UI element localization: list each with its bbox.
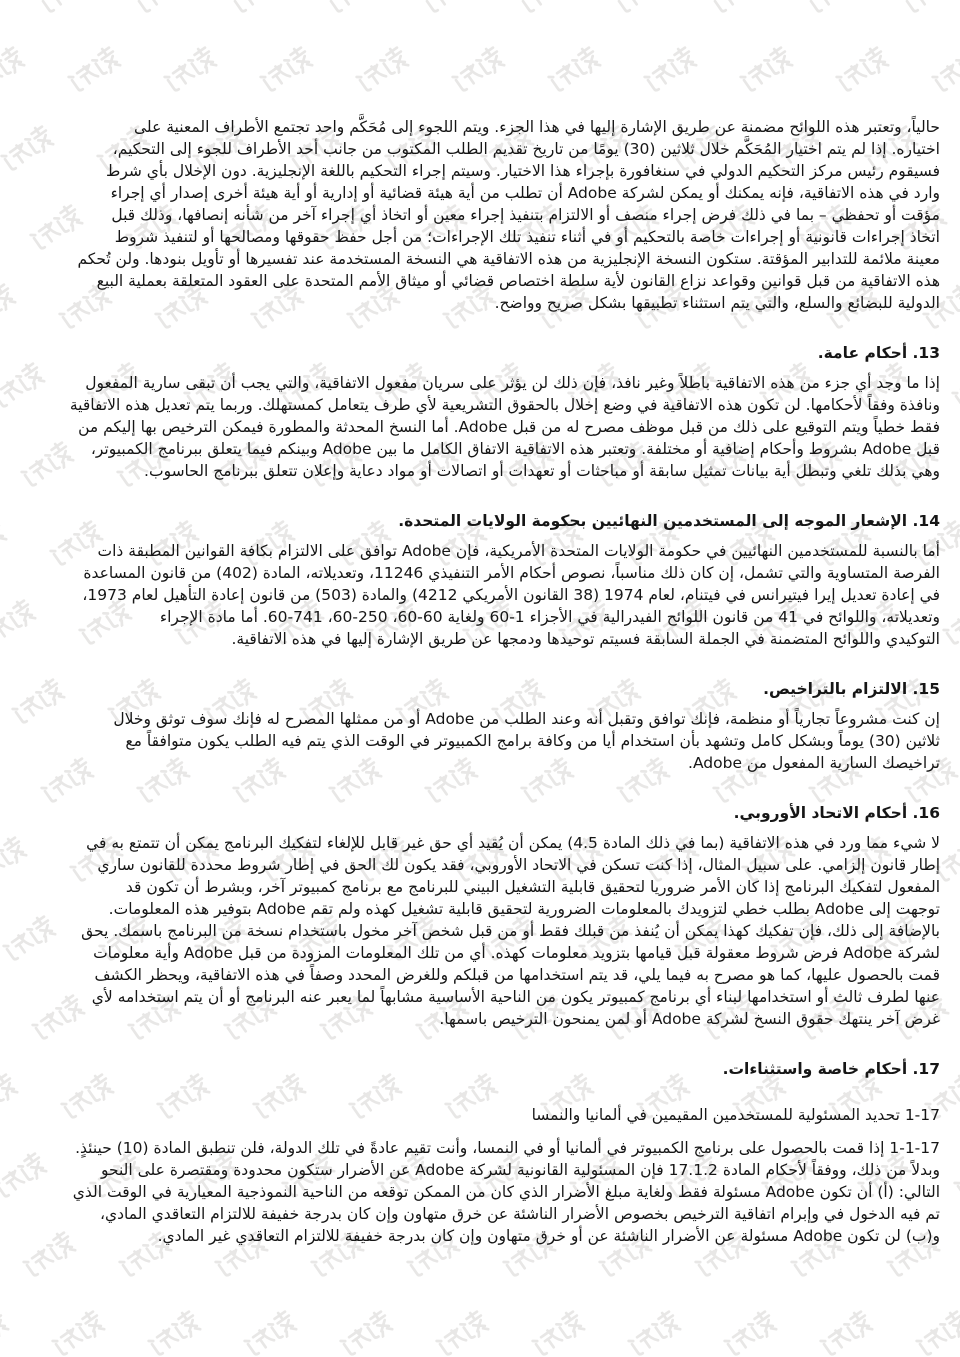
section-14-paragraph — [82, 540, 940, 650]
text-line: وهي بذلك تلغي وتبطل أية بيانات تمثيل سابقة أو مباحثات أو تعهدات أو اتصالات أو مواد دعاية وإعلان تتعلق ببرنامج الحاسوب. — [144, 462, 940, 480]
text-line: فقط خطياً ويتم التوقيع على ذلك من قبل موظف مصرح له من قبل Adobe. أما النسخ المحدثة والمطورة فيمكن الترخيص بها إليكم من — [78, 418, 940, 436]
section-16-paragraph — [81, 832, 940, 1030]
section-17-heading: 17. أحكام خاصة واستثناءات. — [722, 1060, 940, 1078]
section-17-subheading: 1-17 تحديد المسئولية للمستخدمين المقيمين في ألمانيا والنمسا — [531, 1106, 940, 1124]
text-line: الفرصة المتساوية والتي تشمل، إن كان ذلك مناسباً، نصوص أحكام الأمر التنفيذي 11246، وتعديلاته، المادة (402) من قانون المساعدة — [83, 564, 940, 582]
text-line: قبل Adobe بشروط وأحكام إضافية أو مختلفة. وتعتبر هذه الاتفاقية الاتفاق الكامل ما بين Adobe وبينكم فيما يتعلق ببرنامج الكمبيوتر، — [90, 440, 940, 458]
text-line: و(ب) لن تكون Adobe مسئولة عن الأضرار الناشئة عن أو خرق متهاون وإن كان بدرجة خفيفة للالتزام التعاقدي غير المادي. — [157, 1227, 940, 1245]
text-line: مؤقت أو تحفظي – بما في ذلك فرض إجراء منصف أو الالتزام بتنفيذ إجراء معين أو اتخاذ أي إجراء آخر من شأنه إنصافها، وذلك قبل — [111, 206, 940, 224]
text-line: بالإضافة إلى ذلك، فإن تفكيك كهذا يمكن أن يُنفذ من قبلك فقط أو من قبل شخص آخر مخول باستخدام نسخة من البرنامج باسمك. يحق — [81, 922, 940, 940]
text-line: 1-1-17 إذا قمت بالحصول على برنامج الكمبيوتر في ألمانيا أو في النمسا، وأنت تقيم عادةً في تلك الدولة، فلن تنطبق المادة (10) حينئذٍ. — [75, 1139, 940, 1157]
text-line: إذا ما وجد أي جزء من هذه الاتفاقية باطلاً وغير نافذ، فإن ذلك لن يؤثر على سريان مفعول الاتفاقية، والتي يجب أن تبقى سارية المفعول — [85, 374, 940, 392]
text-line: إطار قانون إلزامي. على سبيل المثال، إذا كنت تسكن في الاتحاد الأوروبي، فقد يكون لك الحق في إطار شروط محددة للقانون ساري — [97, 856, 940, 874]
intro-paragraph — [77, 116, 940, 314]
text-line: توجهت إلى Adobe بطلب خطي لتزويدك بالمعلومات الضرورية لتحقيق قابلية تشغيل كهذه ولم تقم Adobe بتوفير هذه المعلومات. — [108, 900, 940, 918]
text-line: فسيقوم رئيس مركز التحكيم الدولي في سنغافورة بإجراء هذا الاختيار. وسيتم إجراء التحكيم باللغة الإنجليزية. دون الإخلال بأي شرط — [106, 162, 940, 180]
watermark-text — [45, 1304, 111, 1357]
text-line: وتعديلاته، واللوائح في 41 من قانون اللوائح الفيدرالية في الأجزاء 1-60 ولغاية 60-60، 250-60، 741-60. أما مادة الإجراء — [159, 608, 940, 626]
watermark-text — [525, 1304, 591, 1357]
section-17 — [72, 1058, 940, 1247]
text-line: لشركة Adobe فرض شروط معقولة قبل قيامها بتزويد معلومات كهذه. أي من تلك المعلومات المزودة من قبل Adobe وأية معلومات — [93, 944, 940, 962]
section-16-heading: 16. أحكام الاتحاد الأوروبي. — [733, 804, 940, 822]
text-line: تراخيصك السارية المفعول من Adobe. — [688, 754, 940, 772]
watermark-text — [141, 1304, 207, 1357]
section-15-paragraph — [86, 708, 940, 774]
section-13-paragraph — [69, 372, 940, 482]
section-15 — [86, 678, 940, 774]
text-line: لا شيء مما ورد في هذه الاتفاقية (بما في ذلك المادة 4.5) يمكن أن يُقيد أي حق غير قابل للإلغاء لتفكيك البرنامج يمكن أن تتمتع به في — [86, 834, 940, 852]
watermark-text — [717, 1304, 783, 1357]
section-17-paragraph — [72, 1137, 940, 1247]
text-line: التوكيدي واللوائح المتضمنة في الجملة السابقة فسيتم توحيدها ودمجها عن طريق الإشارة إليها في هذه الاتفاقية. — [231, 630, 940, 648]
section-13-heading: 13. أحكام عامة. — [817, 344, 940, 362]
text-line: وبدلاً من ذلك، ووفقاً لأحكام المادة 17.1.2 فإن المسئولية القانونية لشركة Adobe عن الأضرار ستكون محدودة ومقتصرة على النحو — [100, 1161, 940, 1179]
text-line: حالياً، وتعتبر هذه اللوائح مضمنة عن طريق الإشارة إليها في هذا الجزء. ويتم اللجوء إلى مُحَكَّم واحد تجتمع الأطراف المعنية على — [134, 118, 940, 136]
section-16 — [81, 802, 940, 1030]
text-line: اتخاذ إجراءات قانونية أو إجراءات خاصة بالتحكيم أو في أثناء تنفيذ تلك الإجراءات؛ من أجل حفظ حقوقها ومصالحها أو لتنفيذ شروط — [114, 228, 940, 246]
text-line: التالي: (أ) أن تكون Adobe مسئولة فقط ولغاية مبلغ الأضرار الذي كان من الممكن توقعه من الناحية النموذجية المعيارية في الوقت الذي — [72, 1183, 940, 1201]
watermark-text — [621, 1304, 687, 1357]
text-line: ونافذة وفقاً لأحكامها. لن تكون هذه الاتفاقية في وضع إخلال بالحقوق التشريعية لأي طرف يتعامل كمستهلك. وربما يتم تعديل هذه الاتفاقية — [69, 396, 940, 414]
watermark-text — [0, 1304, 15, 1357]
text-line: اختياره. إذا لم يتم اختيار المُحَكَّم خلال ثلاثين (30) يومًا من تاريخ تقديم الطلب المكتوب من جانب أحد الأطراف للجوء إلى التحكيم، — [112, 140, 940, 158]
watermark-text — [333, 1304, 399, 1357]
section-14 — [82, 510, 940, 650]
section-14-heading: 14. الإشعار الموجه إلى المستخدمين النهائيين بحكومة الولايات المتحدة. — [398, 512, 940, 530]
text-line: الدولية للبضائع والسلع، والتي يتم استثناء تطبيقها بشكل صريح وواضح. — [494, 294, 940, 312]
watermark-text — [429, 1304, 495, 1357]
section-15-heading: 15. الالتزام بالتراخيص. — [763, 680, 940, 698]
text-line: في إعادة تعديل إيرا فيتيرانس في فيتنام، لعام 1974 (38 القانون الأمريكي 4212) والمادة (503) من قانون إعادة التأهيل لعام 1973، — [82, 586, 940, 604]
watermark-text — [237, 1304, 303, 1357]
text-line: هذه الاتفاقية من قبل قوانين وقواعد نزاع القانون لأية سلطة اختصاص قضائي أو ميثاق الأمم المتحدة على العقود المتعلقة بعملية البيع — [96, 272, 940, 290]
text-line: غرض آخر ينتهك حقوق النسخ لشركة Adobe أو لمن يمنحون الترخيص باسمها. — [439, 1010, 940, 1028]
text-line: إن كنت مشروعاً تجارياً أو منظمة، فإنك توافق وتقبل أنه وعند الطلب من Adobe أو من ممثلها المصرح له فإنك سوف توثق وخلال — [113, 710, 940, 728]
text-line: تم فيه الدخول في وإبرام اتفاقية الترخيص بخصوص الأضرار الناشئة عن خرق متهاون وإن كان بدرجة خفيفة للالتزام التعاقدي المادي، — [99, 1205, 940, 1223]
text-line: عنها لطرف ثالث أو استخدامها لبناء أي برنامج كمبيوتر يكون من الناحية الأساسية مشابهاً لما يعبر عنه البرنامج أو أن يتم استخدامه لأي — [91, 988, 940, 1006]
text-line: المفعول لتفكيك البرنامج إذا كان الأمر ضروريا لتحقيق قابلية التشغيل البيني للبرنامج مع برنامج كمبيوتر آخر، وبشرط أن تكون قد — [125, 878, 940, 896]
text-line: ثلاثين (30) يوماً وبشكل كامل وتشهد بأن استخدام أيا من وكافة برامج الكمبيوتر في الوقت الذي يتم فيه الطلب يكون متوافقاً مع — [125, 732, 940, 750]
text-line: أما بالنسبة للمستخدمين النهائيين في حكومة الولايات المتحدة الأمريكية، فإن Adobe توافق على الالتزام بكافة القوانين المطبقة ذات — [97, 542, 940, 560]
text-line: قمت بالحصول عليها، كما هو مصرح به فيما يلي، قد يتم استخدامها من قبلكم وللغرض المحدد وصفاً في هذه الاتفاقية، ويحظر الكشف — [94, 966, 940, 984]
text-line: معينة ملائمة للتدابير المؤقتة. ستكون النسخة الإنجليزية من هذه الاتفاقية هي النسخة المستخدمة عند تفسيرها أو تأويل بنودها. ولن تُحكم — [77, 250, 940, 268]
section-13 — [69, 342, 940, 482]
watermark-text — [813, 1304, 879, 1357]
text-line: وارد في هذه الاتفاقية، فإنه يمكنك أو يمكن لشركة Adobe أن تطلب من أية هيئة قضائية أو إدارية أو أية هيئة أخرى إصدار أي إجراء — [110, 184, 940, 202]
watermark-text — [909, 1304, 960, 1357]
